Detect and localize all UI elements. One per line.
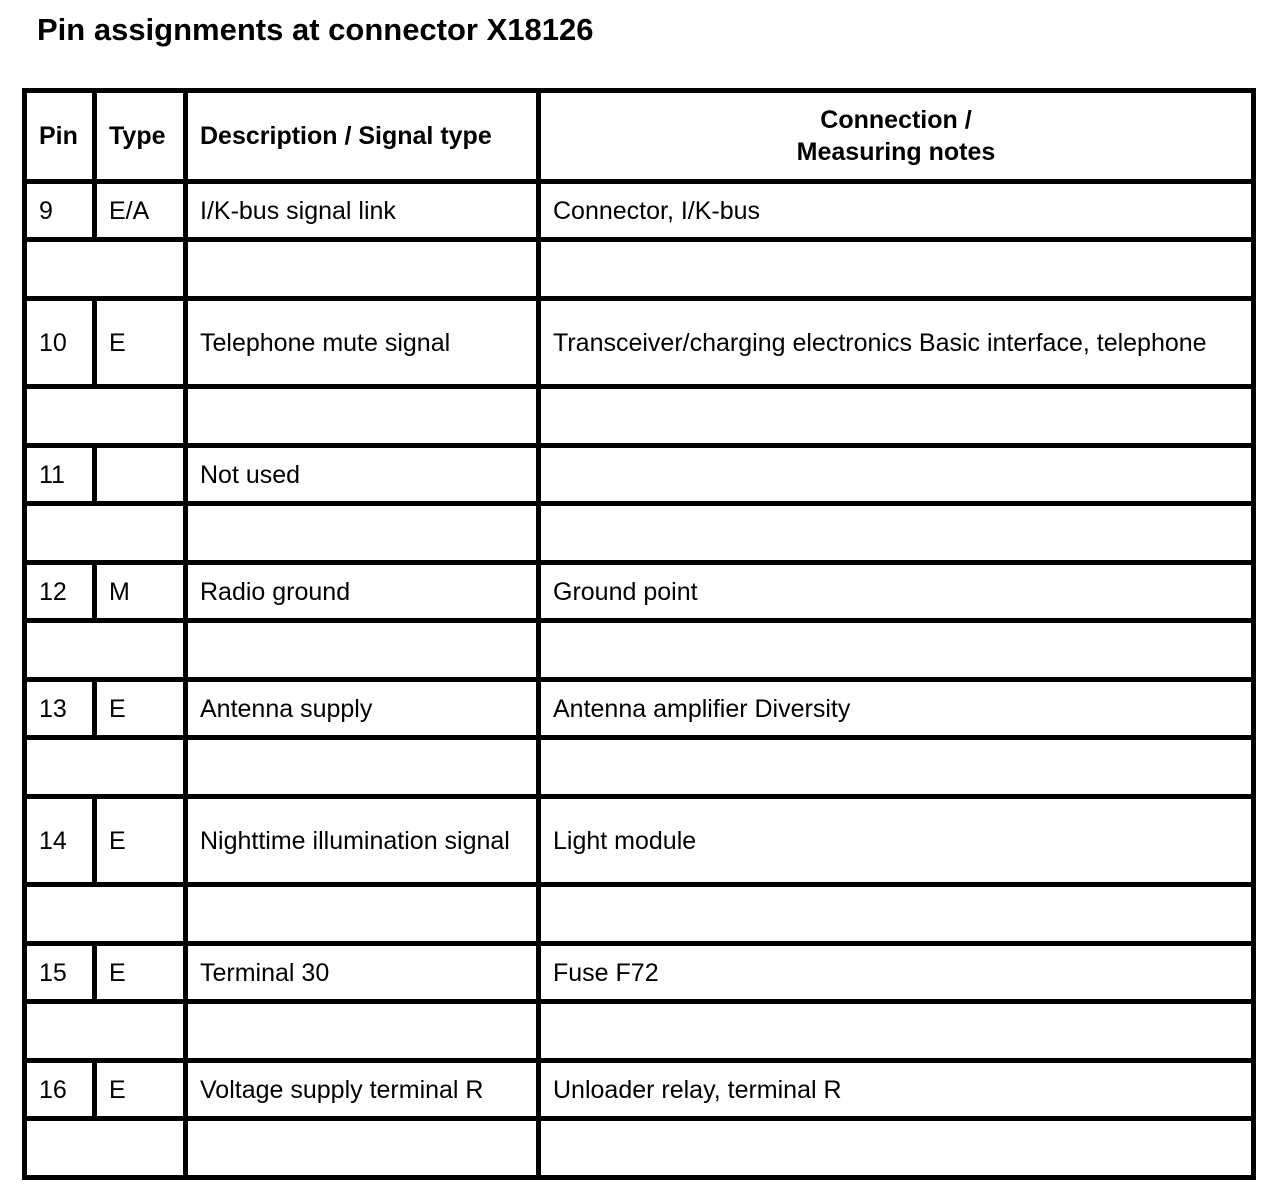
table-row	[25, 944, 1254, 1002]
spacer-cell	[186, 1002, 539, 1061]
cell-description: Telephone mute signal	[186, 299, 539, 387]
table-row	[25, 797, 1254, 885]
cell-connection: Transceiver/charging electronics Basic interface, telephone	[539, 299, 1254, 387]
cell-type: E	[95, 944, 186, 1002]
spacer-cell	[186, 1119, 539, 1178]
header-pin: Pin	[25, 91, 95, 182]
cell-pin: 16	[25, 1061, 95, 1119]
spacer-cell	[539, 885, 1254, 944]
table-row	[25, 446, 1254, 504]
spacer-cell	[186, 885, 539, 944]
cell-description: Nighttime illumination signal	[186, 797, 539, 885]
cell-connection: Antenna amplifier Diversity	[539, 680, 1254, 738]
cell-type: E	[95, 680, 186, 738]
spacer-cell	[539, 504, 1254, 563]
spacer-row	[25, 885, 1254, 944]
cell-type: E/A	[95, 182, 186, 240]
cell-description: Antenna supply	[186, 680, 539, 738]
spacer-row	[25, 504, 1254, 563]
spacer-cell	[186, 240, 539, 299]
cell-pin: 9	[25, 182, 95, 240]
cell-connection: Ground point	[539, 563, 1254, 621]
cell-connection: Fuse F72	[539, 944, 1254, 1002]
spacer-cell	[25, 1119, 186, 1178]
cell-connection: Light module	[539, 797, 1254, 885]
cell-pin: 10	[25, 299, 95, 387]
cell-pin: 13	[25, 680, 95, 738]
spacer-cell	[539, 1119, 1254, 1178]
table-row	[25, 680, 1254, 738]
page-title: Pin assignments at connector X18126	[37, 12, 594, 47]
spacer-row	[25, 1119, 1254, 1178]
cell-type: M	[95, 563, 186, 621]
cell-pin: 14	[25, 797, 95, 885]
header-connection-line2: Measuring notes	[796, 138, 996, 166]
table-row	[25, 299, 1254, 387]
spacer-cell	[186, 387, 539, 446]
cell-pin: 15	[25, 944, 95, 1002]
table-header-row	[25, 91, 1254, 182]
spacer-cell	[539, 738, 1254, 797]
header-connection-line1: Connection /	[820, 106, 972, 134]
cell-description: Not used	[186, 446, 539, 504]
cell-pin: 11	[25, 446, 95, 504]
spacer-cell	[539, 621, 1254, 680]
spacer-cell	[25, 738, 186, 797]
cell-connection: Connector, I/K-bus	[539, 182, 1254, 240]
spacer-cell	[25, 387, 186, 446]
spacer-row	[25, 1002, 1254, 1061]
spacer-cell	[186, 738, 539, 797]
cell-connection	[539, 446, 1254, 504]
spacer-row	[25, 738, 1254, 797]
header-type: Type	[95, 91, 186, 182]
table-row	[25, 563, 1254, 621]
spacer-row	[25, 621, 1254, 680]
table-row	[25, 182, 1254, 240]
cell-type	[95, 446, 186, 504]
table-row	[25, 1061, 1254, 1119]
spacer-row	[25, 240, 1254, 299]
spacer-cell	[25, 1002, 186, 1061]
spacer-cell	[25, 621, 186, 680]
cell-type: E	[95, 299, 186, 387]
pin-assignment-table	[22, 88, 1256, 1180]
spacer-cell	[25, 885, 186, 944]
spacer-row	[25, 387, 1254, 446]
spacer-cell	[25, 240, 186, 299]
cell-description: I/K-bus signal link	[186, 182, 539, 240]
cell-pin: 12	[25, 563, 95, 621]
cell-description: Voltage supply terminal R	[186, 1061, 539, 1119]
header-connection	[539, 91, 1254, 182]
spacer-cell	[25, 504, 186, 563]
cell-description: Terminal 30	[186, 944, 539, 1002]
cell-connection: Unloader relay, terminal R	[539, 1061, 1254, 1119]
cell-type: E	[95, 1061, 186, 1119]
spacer-cell	[539, 1002, 1254, 1061]
spacer-cell	[539, 387, 1254, 446]
spacer-cell	[186, 621, 539, 680]
header-description: Description / Signal type	[186, 91, 539, 182]
cell-type: E	[95, 797, 186, 885]
spacer-cell	[186, 504, 539, 563]
spacer-cell	[539, 240, 1254, 299]
cell-description: Radio ground	[186, 563, 539, 621]
